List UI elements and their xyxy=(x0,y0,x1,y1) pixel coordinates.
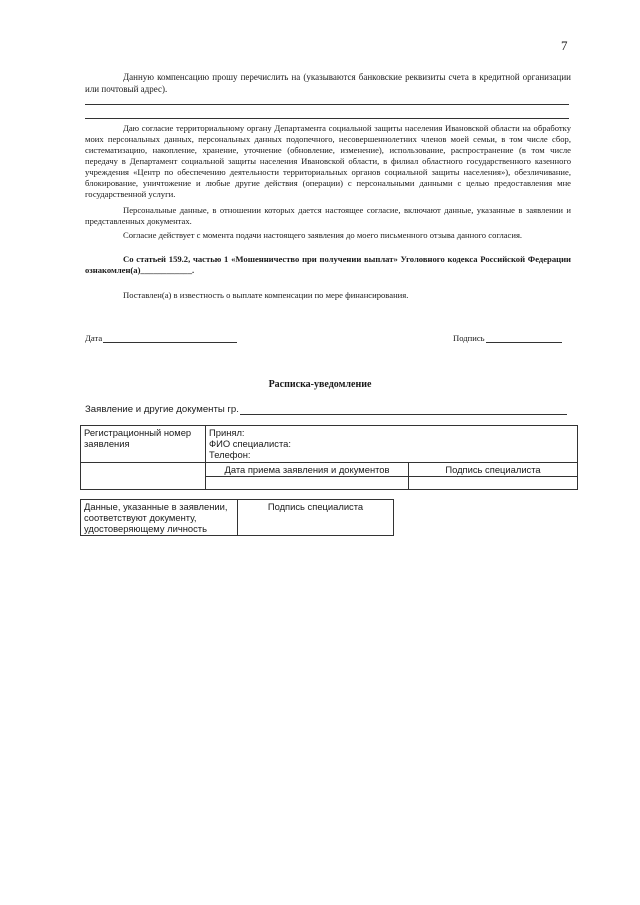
date-received-label: Дата приема заявления и документов xyxy=(206,463,409,477)
date-received-value[interactable] xyxy=(206,477,409,490)
accepted-cell xyxy=(206,426,578,463)
verification-table xyxy=(80,499,394,536)
financing-notice: Поставлен(а) в известность о выплате компенсации по мере финансирования. xyxy=(123,290,409,300)
consent-text: Даю согласие территориальному органу Департамента социальной защиты населения Ивановской области на обработку моих персональных данных, персональных данных подопечного, несовершеннолетних членов моей семьи, в том числе сбор, систематизацию, накопление, хранение, уточнение (обновление, изменение), использование, распространение (в том числе передачу в Департамент социальной защиты населения Ивановской области, в филиал областного государственного казенного учреждения «Центр по обеспечению деятельности территориальных органов социальной защиты населения»), обезличивание, блокирование, уничтожение и любые другие действия (операции) с персональными данными с целью предоставления мне государственной услуги. xyxy=(85,123,571,199)
docs-line-label: Заявление и другие документы гр. xyxy=(85,404,239,415)
specialist-sign-value[interactable] xyxy=(409,477,578,490)
receipt-table xyxy=(80,425,578,490)
signature-field xyxy=(453,333,562,343)
docs-line-field xyxy=(85,404,567,415)
date-line[interactable] xyxy=(103,333,237,343)
phone-label: Телефон: xyxy=(209,449,251,460)
docs-line[interactable] xyxy=(240,405,567,415)
date-field xyxy=(85,333,237,343)
article-notice: Со статьей 159.2, частью 1 «Мошенничество при получении выплат» Уголовного кодекса Российской Федерации ознакомлен(а)____________. xyxy=(85,254,571,275)
consent-validity-text: Согласие действует с момента подачи настоящего заявления до моего письменного отзыва данного согласия. xyxy=(123,230,523,240)
reg-number-value[interactable] xyxy=(81,463,206,490)
receipt-title: Расписка-уведомление xyxy=(268,379,372,390)
compensation-text: Данную компенсацию прошу перечислить на (указываются банковские реквизиты счета в кредитной организации или почтовый адрес). xyxy=(85,72,571,94)
signature-label: Подпись xyxy=(453,333,485,343)
fill-line-1 xyxy=(85,104,569,105)
specialist-name-label: ФИО специалиста: xyxy=(209,438,291,449)
data-match-label: Данные, указанные в заявлении, соответствуют документу, удостоверяющему личность xyxy=(81,500,238,536)
fill-line-2 xyxy=(85,118,569,119)
date-label: Дата xyxy=(85,333,103,343)
verification-sign-label: Подпись специалиста xyxy=(238,500,394,536)
specialist-sign-label: Подпись специалиста xyxy=(409,463,578,477)
reg-number-label: Регистрационный номер заявления xyxy=(81,426,206,463)
signature-line[interactable] xyxy=(486,333,562,343)
accepted-label: Принял: xyxy=(209,427,245,438)
personal-data-text: Персональные данные, в отношении которых дается настоящее согласие, включают данные, указанные в заявлении и представленных документах. xyxy=(85,205,571,226)
page-number: 7 xyxy=(561,38,568,53)
